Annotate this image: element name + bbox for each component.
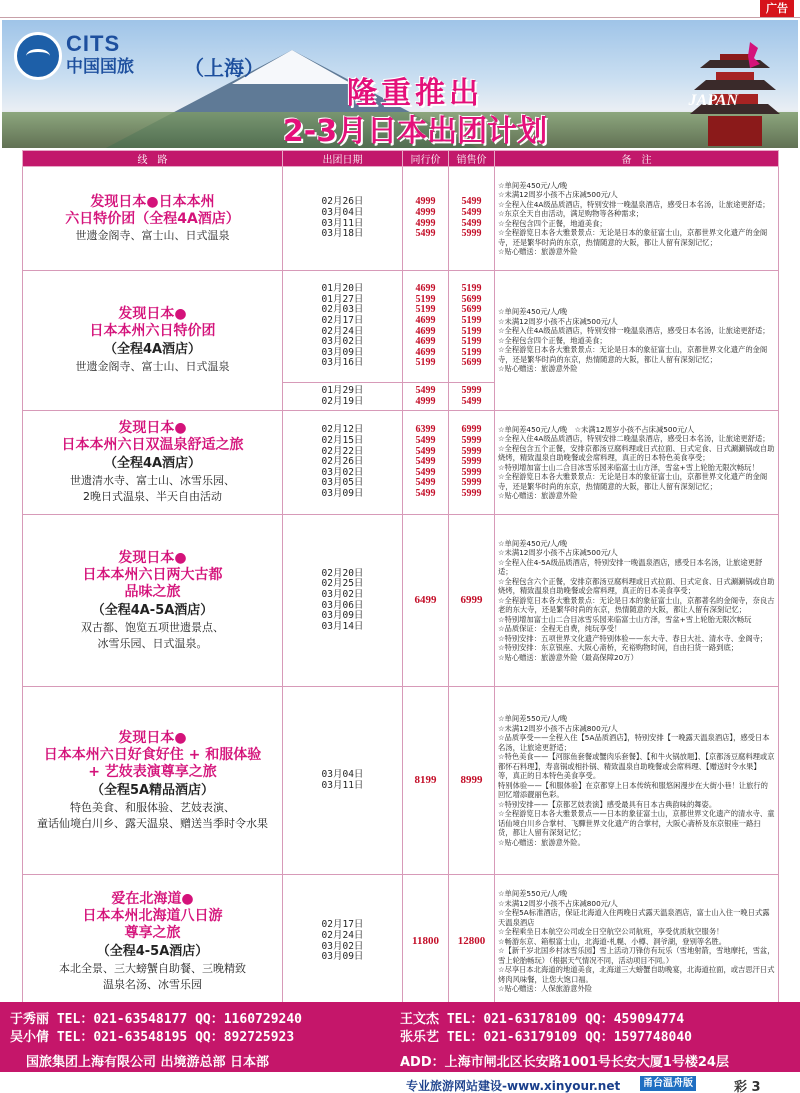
date-cell-value: 03月09日 [321, 610, 364, 622]
notes-cell-value: ☆尽享日本北海道的地道美食，北海道三大螃蟹自助晚宴，北海道拉面，或吉思汗日式烤肉风味餐，让您大饱口福。 [498, 965, 775, 984]
notes-cell-value: ☆贴心赠送：旅游意外险（最高保障20万） [498, 652, 638, 662]
date-cell-value: 03月16日 [321, 357, 364, 369]
date-cell-value: 01月27日 [321, 293, 364, 305]
notes-cell [495, 515, 779, 687]
tour-table-wrap [22, 150, 778, 1009]
sale-price-cell [449, 271, 495, 383]
sale-price-cell-value: 5999 [461, 228, 482, 240]
date-cell-value: 02月03日 [321, 304, 364, 316]
trade-price-cell-value: 4699 [415, 283, 436, 295]
sale-price-cell-value: 5699 [461, 357, 482, 369]
sale-price-cell-value: 5199 [461, 346, 482, 358]
route-title: 发现日本● 日本本州六日好食好住 + 和服体验 + 艺妓表演尊享之旅 [43, 729, 262, 780]
notes-cell-value: ☆全程包含四个正餐，地道美食； [498, 218, 607, 228]
contact-qq: QQ：1597748040 [585, 1030, 692, 1045]
sale-price-cell-value: 5499 [461, 395, 482, 407]
contact-name: 于秀丽 [10, 1012, 50, 1027]
date-cell-value: 02月24日 [321, 929, 364, 941]
notes-cell-value: ☆东京全天自由活动，满足购物等各种需求； [498, 209, 644, 218]
trade-price-cell-value: 4699 [415, 325, 436, 337]
contact-tel: TEL：021-63548195 [56, 1030, 188, 1045]
date-cell-value: 03月02日 [321, 940, 364, 952]
sale-price-cell-value: 5999 [461, 487, 482, 499]
notes-cell [495, 875, 779, 1009]
trade-price-cell-value: 11800 [412, 935, 439, 948]
sale-price-cell-value: 5999 [461, 384, 482, 396]
sale-price-cell-value: 5699 [461, 304, 482, 316]
page-number: 彩 3 [734, 1080, 761, 1093]
sale-price-cell-value: 5199 [461, 325, 482, 337]
trade-price-cell [403, 383, 449, 411]
date-cell [283, 411, 403, 515]
notes-cell-value: ☆品质享受——全程入住【5A品质酒店】，特别安排【一晚露天温泉酒店】，感受日本名汤，让旅途更舒适； [498, 733, 770, 752]
notes-cell-value: ☆全程入住4-5A级品质酒店，特别安排一晚温泉酒店，感受日本名汤，让旅途更舒适； [498, 557, 763, 577]
date-cell-value: 02月26日 [321, 456, 364, 468]
date-cell-value: 02月17日 [321, 314, 364, 326]
notes-cell-value: ☆贴心赠送：旅游意外险。 [498, 837, 585, 847]
header-notes: 备 注 [495, 151, 779, 167]
sale-price-cell-value: 8999 [460, 774, 483, 787]
contact-qq: QQ：1160729240 [195, 1012, 302, 1027]
date-cell-value: 03月11日 [321, 217, 364, 229]
notes-cell-value: ☆未满12周岁小孩不占床减500元/人 [498, 316, 618, 326]
trade-price-cell-value: 4699 [415, 346, 436, 358]
banner-subheadline: 2-3月日本出团计划 [282, 114, 548, 148]
date-cell-value: 02月25日 [321, 578, 364, 590]
tour-row [23, 167, 779, 271]
notes-cell-value: ☆全程5A标准酒店，保证北海道入住两晚日式露天温泉酒店，富士山入住一晚日式露天温泉酒店 [498, 908, 770, 927]
date-cell-value: 02月24日 [321, 325, 364, 337]
notes-cell-value: ☆特别安排——【京都艺妓表演】感受最具有日本古典韵味的舞姿。 [498, 799, 717, 809]
date-cell-value: 01月29日 [321, 384, 364, 396]
tour-row [23, 411, 779, 515]
date-cell-value: 02月12日 [321, 424, 364, 436]
header-route: 线 路 [23, 151, 283, 167]
header-trade-price: 同行价 [403, 151, 449, 167]
header-sale-price: 销售价 [449, 151, 495, 167]
date-cell-value: 02月19日 [321, 395, 364, 407]
date-cell [283, 271, 403, 383]
trade-price-cell-value: 4999 [415, 217, 436, 229]
date-cell-value: 02月20日 [321, 567, 364, 579]
date-cell-value: 02月15日 [321, 435, 364, 447]
notes-cell-value: ☆全程包含四个正餐，地道美食； [498, 335, 607, 345]
trade-price-cell-value: 5499 [415, 228, 436, 240]
notes-cell-value: ☆全程游览日本各大雅景景点：无论是日本的象征富士山，京都世界文化遗产的金阁寺，还是繁华时尚的东京，热情随意的大阪，都让人留有深刻记忆； [498, 228, 768, 247]
sale-price-cell-value: 5699 [461, 293, 482, 305]
trade-price-cell-value: 8199 [414, 774, 437, 787]
notes-cell-value: ☆全程包含六个正餐，安排京都汤豆腐料理或日式拉面、日式定食、日式涮涮锅或自助烧烤，精致温泉自助晚餐或会席料理，真正的日本美食享受； [498, 576, 775, 596]
notes-cell-value: ☆【新千岁北国乡村冰雪乐园】雪上活动刀锋仿有玩乐（雪地射箭，雪地摩托，雪盆，雪上轮胎畅玩）（根据天气情况不同，活动项目不同。） [498, 946, 775, 965]
sale-price-cell [449, 383, 495, 411]
sale-price-cell-value: 5999 [461, 435, 482, 447]
sale-price-cell-value: 5999 [461, 477, 482, 489]
sale-price-cell-value: 6999 [460, 594, 483, 607]
route-cell [23, 515, 283, 687]
notes-cell-value: ☆特别增加富士山二合目冰雪乐园来临富士山方泽，雪盆+雪上轮胎无限次畅玩！ [498, 462, 759, 472]
contact-name: 张乐艺 [400, 1030, 440, 1045]
notes-cell-value: ☆全程入住4A级品质酒店，特别安排一晚温泉酒店，感受日本名汤，让旅途更舒适； [498, 199, 770, 209]
trade-price-cell-value: 5499 [415, 477, 436, 489]
sale-price-cell-value: 5999 [461, 445, 482, 457]
date-cell-value: 03月09日 [321, 951, 364, 963]
sale-price-cell-value: 6999 [461, 424, 482, 436]
trade-price-cell-value: 5499 [415, 466, 436, 478]
trade-price-cell-value: 4999 [415, 206, 436, 218]
sale-price-cell [449, 687, 495, 875]
notes-cell-value: ☆单间差450元/人/晚 [498, 307, 568, 317]
trade-price-cell [403, 167, 449, 271]
trade-price-cell [403, 687, 449, 875]
trade-price-cell-value: 5499 [415, 435, 436, 447]
contact-tel: TEL：021-63179109 [446, 1030, 578, 1045]
date-cell-value: 03月18日 [321, 228, 364, 240]
notes-cell-value: ☆品质保证：全程无自费，纯玩享受！ [498, 624, 622, 634]
trade-price-cell-value: 4699 [415, 314, 436, 326]
trade-price-cell-value: 6399 [415, 424, 436, 436]
sale-price-cell [449, 515, 495, 687]
date-cell-value: 03月04日 [321, 206, 364, 218]
ad-tag: 广告 [760, 0, 794, 17]
top-strip [0, 0, 800, 18]
notes-cell [495, 167, 779, 271]
date-cell-value: 03月04日 [321, 768, 364, 780]
logo-cn: 中国国旅 [66, 57, 134, 76]
route-sights: 世遗清水寺、富士山、冰雪乐园、 2晚日式温泉、半天自由活动 [70, 474, 235, 503]
notes-cell-value: ☆特别增加富士山二合目冰雪乐园来临富士山方泽，雪盆+雪上轮胎无限次畅玩 [498, 614, 752, 624]
date-cell [283, 383, 403, 411]
trade-price-cell [403, 875, 449, 1009]
trade-price-cell-value: 5199 [415, 304, 436, 316]
route-title: 发现日本●日本本州 六日特价团（全程4A酒店） [65, 193, 240, 227]
sale-price-cell-value: 5199 [461, 336, 482, 348]
date-cell-value: 02月17日 [321, 919, 364, 931]
route-cell [23, 875, 283, 1009]
logo-city: （上海） [184, 56, 264, 80]
date-cell-value: 03月02日 [321, 466, 364, 478]
trade-price-cell-value: 5199 [415, 293, 436, 305]
tour-row [23, 271, 779, 383]
trade-price-cell-value: 5199 [415, 357, 436, 369]
company-name: 国旅集团上海有限公司 出境游总部 日本部 [26, 1055, 270, 1070]
notes-cell-value: ☆贴心赠送：旅游意外险 [498, 364, 578, 374]
notes-cell-value: ☆全程乘坐日本航空公司或全日空航空公司航班，享受优质航空服务！ [498, 927, 724, 937]
route-cell [23, 271, 283, 411]
date-cell-value: 03月11日 [321, 779, 364, 791]
logo-en: CITS [66, 31, 121, 56]
japan-badge: JAPAN [688, 92, 738, 109]
trade-price-cell-value: 5499 [415, 384, 436, 396]
notes-cell [495, 687, 779, 875]
notes-cell-value: ☆全程包含五个正餐，安排京都汤豆腐料理或日式拉面、日式定食、日式涮涮锅或自助烧烤，精致温泉自助晚餐或会席料理，真正的日本特色美食享受； [498, 443, 775, 462]
route-sights: 世遗金阁寺、富士山、日式温泉 [75, 360, 230, 373]
table-header-row [23, 151, 779, 167]
notes-cell-value: ☆全程游览日本各大雅景景点——日本的象征富士山，京都世界文化遗产的清水寺、童话仙境白川乡合掌村、飞驒世界文化遗产的合掌村，大阪心斋桥及东京银座一路扫货，都让人留有深刻记忆； [498, 809, 775, 837]
route-sights: 世遗金阁寺、富士山、日式温泉 [75, 228, 230, 242]
notes-cell [495, 271, 779, 411]
date-cell-value: 01月20日 [321, 283, 364, 295]
sale-price-cell-value: 5999 [461, 466, 482, 478]
website-link[interactable]: 专业旅游网站建设-www.xinyour.net [406, 1079, 621, 1093]
trade-price-cell-value: 5499 [415, 445, 436, 457]
sale-price-cell-value: 5199 [461, 283, 482, 295]
banner [2, 20, 798, 148]
trade-price-cell-value: 5499 [415, 487, 436, 499]
sale-price-cell-value: 5199 [461, 314, 482, 326]
route-hotel: （全程4A酒店） [103, 342, 202, 357]
sale-price-cell-value: 5499 [461, 196, 482, 208]
date-cell [283, 687, 403, 875]
header-dates: 出团日期 [283, 151, 403, 167]
notes-cell-value: ☆未满12周岁小孩不占床减500元/人 [498, 190, 618, 199]
date-cell-value: 03月05日 [321, 477, 364, 489]
contact-qq: QQ：459094774 [585, 1012, 685, 1027]
contact-name: 吴小倩 [10, 1030, 50, 1045]
date-cell-value: 03月02日 [321, 588, 364, 600]
notes-cell [495, 411, 779, 515]
route-sights: 特色美食、和服体验、艺妓表演、 童话仙境白川乡、露天温泉、赠送当季时令水果 [37, 800, 268, 830]
notes-cell-value: ☆单间差450元/人/晚 ☆未满12周岁小孩不占床减500元/人 [498, 424, 695, 434]
notes-cell-value: ☆单间差450元/人/晚 [498, 180, 568, 190]
notes-cell-value: ☆全程游览日本各大雅景景点：无论是日本的象征富士山，京都著名的金阁寺，奈良古老的东大寺，还是繁华时尚的东京，热情随意的大阪，都让人留有深刻记忆； [498, 595, 775, 615]
date-cell-value: 03月06日 [321, 599, 364, 611]
sale-price-cell [449, 875, 495, 1009]
date-cell-value: 03月09日 [321, 346, 364, 358]
route-hotel: （全程4A-5A酒店） [91, 602, 214, 618]
tour-row [23, 875, 779, 1009]
trade-price-cell [403, 411, 449, 515]
edition-tag: 甬台温舟版 [640, 1076, 696, 1091]
date-cell-value: 02月22日 [321, 445, 364, 457]
notes-cell-value: ☆未满12周岁小孩不占床减800元/人 [498, 898, 618, 908]
date-cell [283, 167, 403, 271]
notes-cell-value: ☆单间差550元/人/晚 [498, 714, 568, 723]
notes-cell-value: ☆单间差450元/人/晚 [498, 538, 568, 548]
notes-cell-value: ☆畅游东京、箱根富士山，北海道-札幌、小樽、洞爷湖，登别等名胜。 [498, 936, 727, 946]
notes-cell-value: ☆特别安排：五项世界文化遗产特别体验——东大寺、春日大社、清水寺、金阁寺； [498, 633, 768, 643]
tour-table [22, 150, 779, 1009]
notes-cell-value: ☆全程入住4A级品质酒店，特别安排二晚温泉酒店，感受日本名汤，让旅途更舒适； [498, 434, 770, 443]
sale-price-cell-value: 5999 [461, 456, 482, 468]
route-cell [23, 411, 283, 515]
contact-footer [0, 1002, 800, 1072]
date-cell-value: 03月09日 [321, 487, 364, 499]
route-title: 发现日本● 日本本州六日两大古都 品味之旅 [82, 549, 223, 600]
route-sights: 本北全景、三大螃蟹自助餐、三晚精致 温泉名汤、冰雪乐园 [59, 961, 246, 991]
route-cell [23, 687, 283, 875]
tour-row [23, 687, 779, 875]
contact-tel: TEL：021-63178109 [446, 1012, 578, 1027]
notes-cell-value: ☆特别安排：东京银座、大阪心斋桥，充裕购物时间，自由扫货一路到底； [498, 643, 739, 653]
date-cell-value: 03月14日 [321, 620, 364, 632]
notes-cell-value: 特别体验——【和服体验】在京都穿上日本传统和服悠闲漫步在大街小巷！让旅行的回忆增添靓丽色彩。 [498, 780, 768, 799]
notes-cell-value: ☆特色美食——【河豚鱼套餐或蟹肉乐套餐】、【和牛火锅放题】、【京都汤豆腐料理或京都怀石料理】，寿喜锅或相扑锅、精致温泉自助晚餐或会席料理、【赠送时令水果】等，真正的日本特色美食享受。 [498, 752, 775, 780]
notes-cell-value: ☆贴心赠送：旅游意外险 [498, 247, 578, 256]
route-title: 爱在北海道● 日本本州北海道八日游 尊享之旅 [82, 890, 223, 941]
sale-price-cell-value: 12800 [457, 935, 486, 948]
sale-price-cell [449, 167, 495, 271]
contact-tel: TEL：021-63548177 [56, 1012, 188, 1027]
route-title: 发现日本● 日本本州六日双温泉舒适之旅 [61, 420, 244, 453]
sale-price-cell-value: 5499 [461, 217, 482, 229]
date-cell [283, 875, 403, 1009]
trade-price-cell-value: 5499 [415, 456, 436, 468]
route-hotel: （全程4-5A酒店） [96, 943, 209, 959]
route-title: 发现日本● 日本本州六日特价团 [89, 306, 216, 339]
notes-cell-value: ☆全程游览日本各大雅景景点：无论是日本的象征富士山，京都世界文化遗产的金阁寺，还是繁华时尚的东京，热情随意的大阪，都让人留有深刻记忆； [498, 345, 768, 364]
date-cell-value: 02月26日 [321, 196, 364, 208]
trade-price-cell-value: 4999 [415, 395, 436, 407]
trade-price-cell [403, 515, 449, 687]
notes-cell-value: ☆全程入住4A级品质酒店，特别安排一晚温泉酒店，感受日本名汤，让旅途更舒适； [498, 326, 770, 336]
route-sights: 双古都、饱览五项世遗景点、 冰雪乐园、日式温泉。 [81, 620, 224, 650]
date-cell-value: 03月02日 [321, 336, 364, 348]
notes-cell-value: ☆单间差550元/人/晚 [498, 889, 568, 899]
notes-cell-value: ☆未满12周岁小孩不占床减800元/人 [498, 723, 618, 733]
route-cell [23, 167, 283, 271]
sale-price-cell [449, 411, 495, 515]
company-address: ADD：上海市闸北区长安路1001号长安大厦1号楼24层 [400, 1055, 729, 1070]
trade-price-cell-value: 4999 [415, 196, 436, 208]
route-hotel: （全程5A精品酒店） [90, 782, 215, 798]
date-cell [283, 515, 403, 687]
trade-price-cell-value: 4699 [415, 336, 436, 348]
notes-cell-value: ☆贴心赠送：人保旅游意外险 [498, 984, 593, 994]
contact-qq: QQ：892725923 [195, 1030, 295, 1045]
banner-headline: 隆重推出 [347, 76, 483, 111]
trade-price-cell-value: 6499 [414, 594, 437, 607]
notes-cell-value: ☆未满12周岁小孩不占床减500元/人 [498, 548, 618, 558]
contact-name: 王文杰 [400, 1012, 440, 1027]
notes-cell-value: ☆全程游览日本各大雅景景点：无论是日本的象征富士山，京都世界文化遗产的金阁寺，还是繁华时尚的东京，热情随意的大阪，都让人留有深刻记忆； [498, 472, 768, 491]
route-hotel: （全程4A酒店） [103, 456, 202, 471]
tour-row [23, 515, 779, 687]
notes-cell-value: ☆贴心赠送：旅游意外险 [498, 491, 578, 500]
trade-price-cell [403, 271, 449, 383]
sale-price-cell-value: 5499 [461, 206, 482, 218]
